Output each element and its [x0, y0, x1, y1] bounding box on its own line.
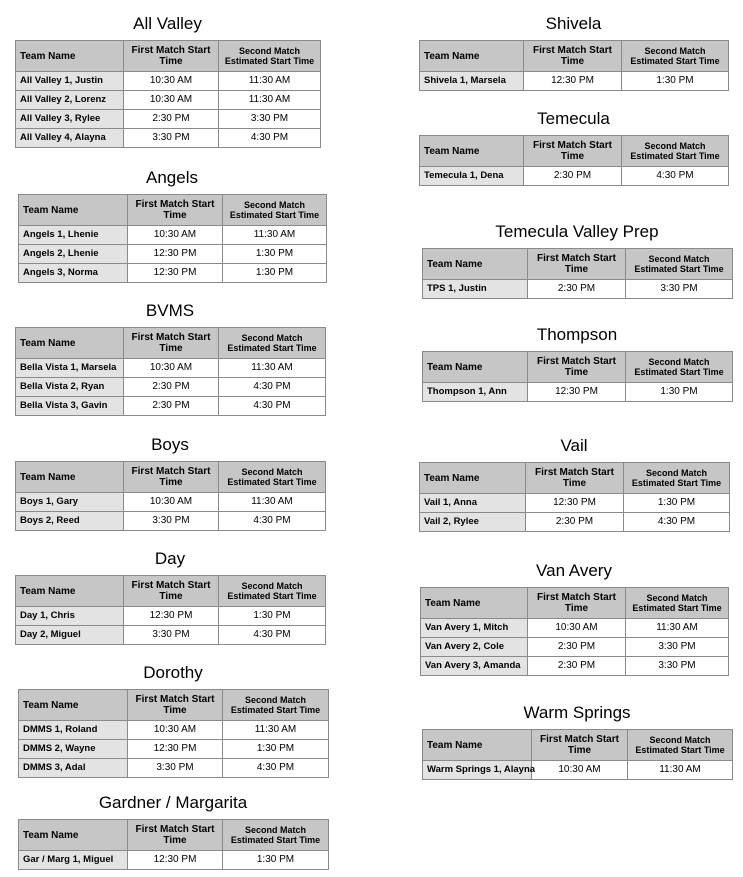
table-row [19, 264, 327, 283]
team-name-cell: Warm Springs 1, Alayna [423, 761, 532, 780]
table-row [16, 512, 326, 531]
first-match-time-cell: 12:30 PM [528, 383, 626, 402]
table-row [16, 91, 321, 110]
team-name-cell: All Valley 4, Alayna [16, 129, 124, 148]
schedule-table [18, 194, 327, 283]
first-match-header: First Match Start Time [128, 690, 223, 721]
table-row [423, 383, 733, 402]
team-name-cell: Angels 1, Lhenie [19, 226, 128, 245]
section-title: Thompson [536, 325, 618, 344]
school-section [419, 13, 728, 91]
section-title: Angels [146, 168, 198, 187]
schedule-table [15, 575, 326, 645]
first-match-time-cell: 12:30 PM [128, 245, 223, 264]
school-section [18, 792, 328, 870]
table-row [420, 494, 730, 513]
first-match-header: First Match Start Time [124, 462, 219, 493]
table-row [19, 851, 329, 870]
second-match-header: Second Match Estimated Start Time [219, 41, 321, 72]
first-match-header: First Match Start Time [124, 328, 219, 359]
section-title: Gardner / Margarita [98, 793, 248, 812]
table-row [421, 619, 729, 638]
first-match-time-cell: 2:30 PM [124, 397, 219, 416]
schedule-table [18, 689, 329, 778]
first-match-header: First Match Start Time [128, 195, 223, 226]
team-name-cell: Angels 2, Lhenie [19, 245, 128, 264]
table-row [423, 280, 733, 299]
team-name-cell: Gar / Marg 1, Miguel [19, 851, 128, 870]
team-name-cell: Bella Vista 2, Ryan [16, 378, 124, 397]
second-match-header: Second Match Estimated Start Time [219, 576, 326, 607]
second-match-time-cell: 1:30 PM [223, 740, 329, 759]
table-row [16, 493, 326, 512]
first-match-time-cell: 3:30 PM [124, 129, 219, 148]
team-name-cell: Day 2, Miguel [16, 626, 124, 645]
second-match-time-cell: 1:30 PM [223, 851, 329, 870]
second-match-time-cell: 11:30 AM [219, 91, 321, 110]
school-section [422, 221, 732, 299]
team-name-cell: Vail 1, Anna [420, 494, 526, 513]
section-title: Warm Springs [523, 703, 631, 722]
second-match-time-cell: 11:30 AM [628, 761, 733, 780]
section-title: Vail [560, 436, 588, 455]
team-name-cell: DMMS 1, Roland [19, 721, 128, 740]
schedule-table [422, 248, 733, 299]
first-match-time-cell: 10:30 AM [528, 619, 626, 638]
schedule-table [422, 729, 733, 780]
schedule-table [15, 327, 326, 416]
schedule-table [15, 40, 321, 148]
second-match-time-cell: 11:30 AM [219, 72, 321, 91]
second-match-time-cell: 4:30 PM [219, 397, 326, 416]
team-name-header: Team Name [420, 463, 526, 494]
team-name-cell: Thompson 1, Ann [423, 383, 528, 402]
first-match-header: First Match Start Time [124, 41, 219, 72]
second-match-header: Second Match Estimated Start Time [219, 462, 326, 493]
first-match-time-cell: 2:30 PM [526, 513, 624, 532]
school-section [15, 300, 325, 416]
first-match-time-cell: 3:30 PM [124, 626, 219, 645]
second-match-time-cell: 1:30 PM [626, 383, 733, 402]
table-row [16, 378, 326, 397]
second-match-header: Second Match Estimated Start Time [626, 352, 733, 383]
first-match-header: First Match Start Time [526, 463, 624, 494]
school-section [15, 13, 320, 148]
team-name-cell: Vail 2, Rylee [420, 513, 526, 532]
table-row [423, 761, 733, 780]
team-name-header: Team Name [16, 462, 124, 493]
first-match-time-cell: 12:30 PM [524, 72, 622, 91]
team-name-cell: TPS 1, Justin [423, 280, 528, 299]
second-match-time-cell: 4:30 PM [624, 513, 730, 532]
team-name-header: Team Name [19, 820, 128, 851]
second-match-time-cell: 4:30 PM [223, 759, 329, 778]
first-match-time-cell: 2:30 PM [528, 280, 626, 299]
second-match-time-cell: 1:30 PM [223, 264, 327, 283]
table-header-row [16, 462, 326, 493]
table-row [421, 638, 729, 657]
table-header-row [19, 820, 329, 851]
team-name-cell: DMMS 3, Adal [19, 759, 128, 778]
first-match-time-cell: 10:30 AM [124, 493, 219, 512]
table-header-row [423, 352, 733, 383]
first-match-time-cell: 12:30 PM [526, 494, 624, 513]
first-match-time-cell: 2:30 PM [528, 638, 626, 657]
first-match-time-cell: 2:30 PM [124, 378, 219, 397]
schedule-table [15, 461, 326, 531]
first-match-header: First Match Start Time [528, 588, 626, 619]
school-section [419, 108, 728, 186]
team-name-cell: Temecula 1, Dena [420, 167, 524, 186]
schedule-table [420, 587, 729, 676]
team-name-cell: Boys 2, Reed [16, 512, 124, 531]
table-header-row [423, 730, 733, 761]
second-match-time-cell: 4:30 PM [219, 129, 321, 148]
table-header-row [19, 690, 329, 721]
second-match-time-cell: 3:30 PM [626, 657, 729, 676]
table-row [16, 626, 326, 645]
team-name-cell: All Valley 2, Lorenz [16, 91, 124, 110]
table-header-row [420, 41, 729, 72]
section-title: Shivela [545, 14, 602, 33]
schedule-table [419, 40, 729, 91]
second-match-header: Second Match Estimated Start Time [622, 41, 729, 72]
school-section [422, 324, 732, 402]
first-match-header: First Match Start Time [524, 41, 622, 72]
table-row [19, 759, 329, 778]
team-name-cell: Van Avery 2, Cole [421, 638, 528, 657]
section-title: Temecula [537, 109, 610, 128]
team-name-header: Team Name [423, 352, 528, 383]
team-name-header: Team Name [420, 41, 524, 72]
team-name-cell: Angels 3, Norma [19, 264, 128, 283]
team-name-cell: Bella Vista 3, Gavin [16, 397, 124, 416]
table-row [16, 359, 326, 378]
section-title: Van Avery [536, 561, 612, 580]
second-match-time-cell: 4:30 PM [219, 512, 326, 531]
team-name-cell: Shivela 1, Marsela [420, 72, 524, 91]
first-match-header: First Match Start Time [528, 352, 626, 383]
team-name-header: Team Name [16, 41, 124, 72]
team-name-header: Team Name [16, 328, 124, 359]
schedule-table [422, 351, 733, 402]
table-header-row [16, 41, 321, 72]
second-match-time-cell: 11:30 AM [626, 619, 729, 638]
team-name-header: Team Name [420, 136, 524, 167]
first-match-time-cell: 2:30 PM [124, 110, 219, 129]
table-row [19, 245, 327, 264]
table-row [16, 607, 326, 626]
first-match-time-cell: 3:30 PM [128, 759, 223, 778]
section-title: Dorothy [143, 663, 203, 682]
school-section [15, 548, 325, 645]
first-match-time-cell: 10:30 AM [124, 359, 219, 378]
second-match-time-cell: 4:30 PM [219, 626, 326, 645]
team-name-header: Team Name [423, 730, 532, 761]
section-title: Boys [151, 435, 189, 454]
second-match-header: Second Match Estimated Start Time [219, 328, 326, 359]
team-name-cell: Bella Vista 1, Marsela [16, 359, 124, 378]
team-name-header: Team Name [19, 195, 128, 226]
table-row [16, 110, 321, 129]
second-match-header: Second Match Estimated Start Time [223, 820, 329, 851]
first-match-time-cell: 10:30 AM [128, 226, 223, 245]
second-match-header: Second Match Estimated Start Time [626, 588, 729, 619]
team-name-header: Team Name [19, 690, 128, 721]
first-match-time-cell: 2:30 PM [528, 657, 626, 676]
table-header-row [16, 328, 326, 359]
second-match-time-cell: 1:30 PM [622, 72, 729, 91]
first-match-time-cell: 3:30 PM [124, 512, 219, 531]
table-header-row [420, 136, 729, 167]
school-section [18, 167, 326, 283]
second-match-time-cell: 11:30 AM [219, 493, 326, 512]
second-match-header: Second Match Estimated Start Time [626, 249, 733, 280]
second-match-header: Second Match Estimated Start Time [223, 195, 327, 226]
table-row [420, 167, 729, 186]
second-match-time-cell: 1:30 PM [219, 607, 326, 626]
team-name-header: Team Name [421, 588, 528, 619]
second-match-header: Second Match Estimated Start Time [223, 690, 329, 721]
table-row [19, 740, 329, 759]
section-title: Temecula Valley Prep [495, 222, 659, 241]
table-row [421, 657, 729, 676]
table-header-row [423, 249, 733, 280]
second-match-header: Second Match Estimated Start Time [628, 730, 733, 761]
school-section [419, 435, 729, 532]
school-section [420, 560, 728, 676]
first-match-time-cell: 10:30 AM [124, 72, 219, 91]
table-row [16, 129, 321, 148]
second-match-time-cell: 11:30 AM [219, 359, 326, 378]
team-name-cell: Van Avery 3, Amanda [421, 657, 528, 676]
first-match-header: First Match Start Time [128, 820, 223, 851]
table-header-row [420, 463, 730, 494]
table-row [19, 226, 327, 245]
team-name-header: Team Name [423, 249, 528, 280]
first-match-time-cell: 2:30 PM [524, 167, 622, 186]
schedule-table [419, 462, 730, 532]
school-section [18, 662, 328, 778]
second-match-time-cell: 3:30 PM [626, 638, 729, 657]
second-match-time-cell: 3:30 PM [626, 280, 733, 299]
first-match-time-cell: 12:30 PM [128, 264, 223, 283]
team-name-cell: All Valley 3, Rylee [16, 110, 124, 129]
first-match-time-cell: 12:30 PM [128, 851, 223, 870]
second-match-time-cell: 11:30 AM [223, 226, 327, 245]
team-name-cell: Boys 1, Gary [16, 493, 124, 512]
table-row [16, 72, 321, 91]
second-match-time-cell: 4:30 PM [219, 378, 326, 397]
section-title: BVMS [145, 301, 195, 320]
first-match-header: First Match Start Time [532, 730, 628, 761]
second-match-time-cell: 4:30 PM [622, 167, 729, 186]
table-row [420, 513, 730, 532]
team-name-cell: DMMS 2, Wayne [19, 740, 128, 759]
table-row [420, 72, 729, 91]
schedule-table [18, 819, 329, 870]
section-title: All Valley [133, 14, 202, 33]
table-row [16, 397, 326, 416]
first-match-time-cell: 10:30 AM [532, 761, 628, 780]
team-name-cell: Van Avery 1, Mitch [421, 619, 528, 638]
school-section [422, 702, 732, 780]
second-match-time-cell: 3:30 PM [219, 110, 321, 129]
school-section [15, 434, 325, 531]
first-match-header: First Match Start Time [528, 249, 626, 280]
section-title: Day [154, 549, 186, 568]
team-name-header: Team Name [16, 576, 124, 607]
first-match-header: First Match Start Time [524, 136, 622, 167]
team-name-cell: All Valley 1, Justin [16, 72, 124, 91]
first-match-time-cell: 12:30 PM [128, 740, 223, 759]
first-match-time-cell: 12:30 PM [124, 607, 219, 626]
first-match-header: First Match Start Time [124, 576, 219, 607]
table-header-row [421, 588, 729, 619]
second-match-time-cell: 11:30 AM [223, 721, 329, 740]
second-match-time-cell: 1:30 PM [223, 245, 327, 264]
table-header-row [16, 576, 326, 607]
schedule-table [419, 135, 729, 186]
first-match-time-cell: 10:30 AM [124, 91, 219, 110]
second-match-time-cell: 1:30 PM [624, 494, 730, 513]
second-match-header: Second Match Estimated Start Time [622, 136, 729, 167]
team-name-cell: Day 1, Chris [16, 607, 124, 626]
first-match-time-cell: 10:30 AM [128, 721, 223, 740]
table-header-row [19, 195, 327, 226]
second-match-header: Second Match Estimated Start Time [624, 463, 730, 494]
table-row [19, 721, 329, 740]
